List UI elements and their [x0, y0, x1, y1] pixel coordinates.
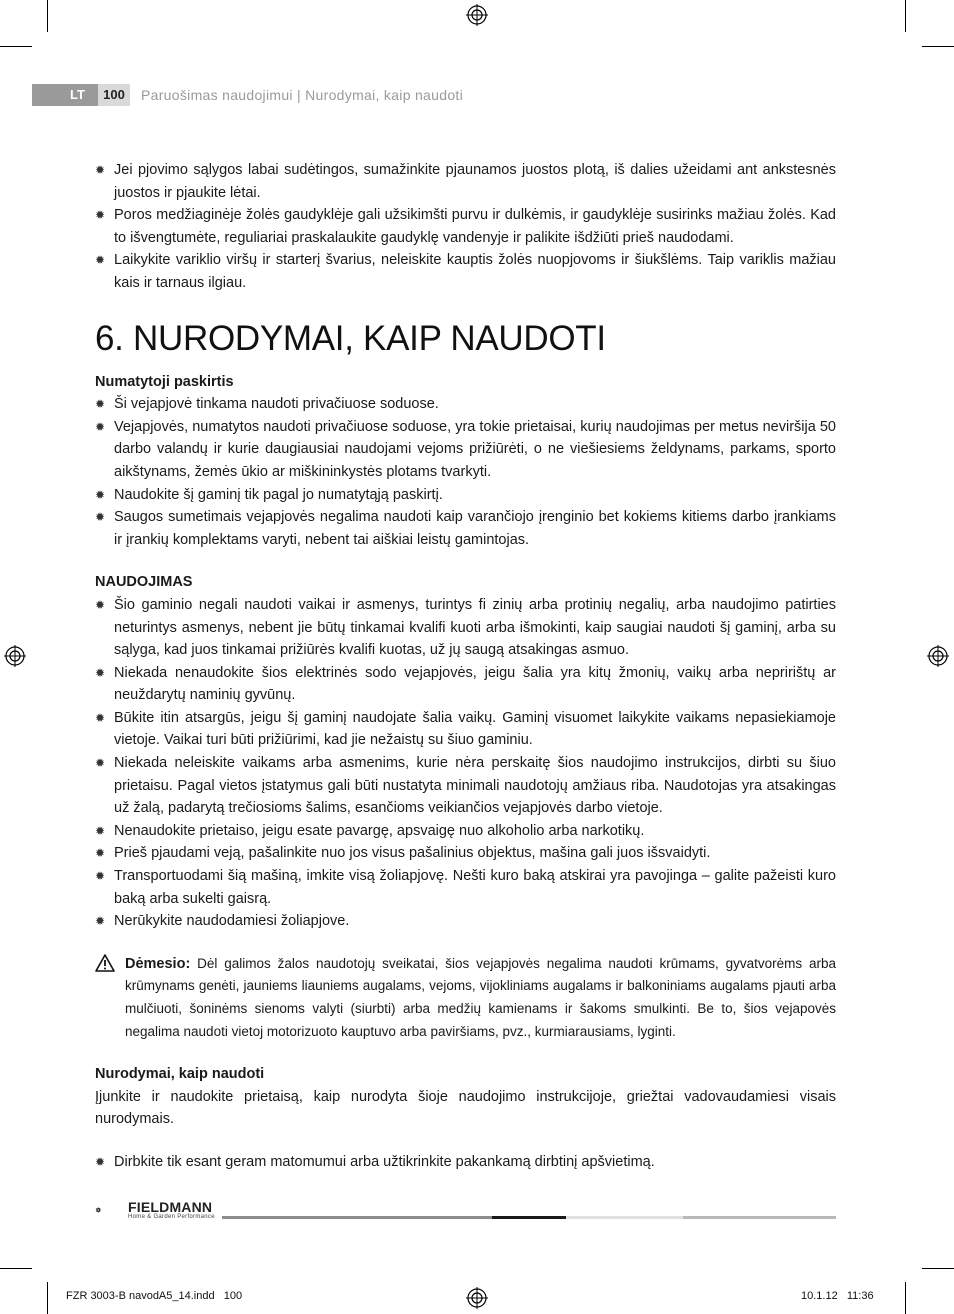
list-item: ✹ Šio gaminio negali naudoti vaikai ir asmenys, turintys fi zinių arba protinių negalių, arba naudojimo patirties neturintys asmenys, nebent jie būtų tinkamai kvalifi kuoti arba išmokinti, kaip saugiai naudoti šį gaminį, arba su sąlyga, kad juos tinkamai prižiūrės kvalifi kuotas, už jų saugą atsakingas asmuo.	[95, 594, 836, 662]
crop-mark	[0, 46, 32, 47]
warning-triangle-icon	[95, 954, 115, 972]
instructions-heading: Nurodymai, kaip naudoti	[95, 1066, 265, 1083]
crop-mark	[922, 1268, 954, 1269]
section-heading: 6. NURODYMAI, KAIP NAUDOTI	[95, 318, 606, 358]
list-item: ✹ Niekada nenaudokite šios elektrinės sodo vejapjovės, jeigu šalia yra kitų žmonių, vaikų arba nepririštų ar neuždarytų naminių gyvūnų.	[95, 662, 836, 707]
list-item: ✹ Vejapjovės, numatytos naudoti privačiuose soduose, yra tokie prietaisai, kurių naudojimas per metus neviršija 50 darbo valandų ir kurie daugiausiai naudojami vejoms prižiūrėti, o ne viešiesiems želdynams, parkams, sporto aikštynams, žemės ūkio ar miškininkystės plotams tvarkyti.	[95, 416, 836, 484]
registration-mark-icon	[466, 4, 488, 26]
page-content	[95, 159, 836, 1174]
list-item: ✹ Niekada neleiskite vaikams arba asmenims, kurie nėra perskaitę šios naudojimo instrukcijos, dirbti su šiuo prietaisu. Pagal vietos įstatymus gali būti nustatyta minimali naudotojų amžiaus riba. Naudotojas yra atsakingas už žalą, padarytą trečiosioms šalims, esančioms veikiančios vejapjovės darbo vietoje.	[95, 752, 836, 820]
list-item: ✹ Transportuodami šią mašiną, imkite visą žoliapjovę. Nešti kuro baką atskirai yra pavojinga – galite pažeisti kuro baką arba sukelti gaisrą.	[95, 865, 836, 910]
intended-use-list	[95, 393, 836, 551]
usage-heading: NAUDOJIMAS	[95, 574, 193, 591]
spacer	[95, 1043, 836, 1063]
footer-line	[492, 1216, 566, 1219]
list-item: ✹ Dirbkite tik esant geram matomumui arba užtikrinkite pakankamą dirbtinį apšvietimą.	[95, 1151, 836, 1174]
warning-label: Dėmesio:	[125, 955, 191, 972]
list-item: ✹ Saugos sumetimais vejapjovės negalima naudoti kaip varančiojo įrenginio bet kokiems kitiems darbo įrankiams ir įrankių komplektams varyti, nebent tai aiškiai leistų gamintojas.	[95, 506, 836, 551]
instructions-paragraph: Įjunkite ir naudokite prietaisą, kaip nurodyta šioje naudojimo instrukcijoje, griežtai vadovaudamiesi visais nurodymais.	[95, 1088, 836, 1128]
language-code: LT	[70, 87, 85, 102]
registration-mark-icon	[4, 645, 26, 667]
slug-datetime: 10.1.12 11:36	[801, 1290, 874, 1302]
footer-line	[683, 1216, 836, 1219]
footer-line	[566, 1216, 683, 1219]
page-number: 100	[98, 84, 130, 106]
logo-name: FIELDMANN	[128, 1199, 213, 1215]
intro-list	[95, 159, 836, 295]
crop-mark	[0, 1268, 32, 1269]
list-item: ✹ Nenaudokite prietaiso, jeigu esate pavargę, apsvaigę nuo alkoholio arba narkotikų.	[95, 820, 836, 843]
crop-mark	[47, 0, 48, 32]
warning-note	[95, 953, 836, 1043]
registration-mark-icon	[466, 1287, 488, 1309]
spacer	[95, 551, 836, 571]
list-item: ✹ Laikykite variklio viršų ir starterį švarius, neleiskite kauptis žolės nuopjovoms ir šiukšlėms. Taip variklis mažiau kais ir tarnaus ilgiau.	[95, 249, 836, 294]
usage-list	[95, 594, 836, 933]
slug-filename: FZR 3003-B navodA5_14.indd 100	[66, 1290, 243, 1302]
crop-mark	[905, 0, 906, 32]
registration-mark-icon	[927, 645, 949, 667]
list-item: ✹ Poros medžiaginėje žolės gaudyklėje gali užsikimšti purvu ir dulkėmis, ir gaudyklėje susirinks mažiau žolės. Kad to išvengtumėte, reguliariai praskalaukite gaudyklę vandenyje ir palikite išdžiūti prieš naudodami.	[95, 204, 836, 249]
spacer	[95, 933, 836, 953]
crop-mark	[47, 1282, 48, 1314]
list-item: ✹ Jei pjovimo sąlygos labai sudėtingos, sumažinkite pjaunamos juostos plotą, iš dalies užeidami ant ankstesnės juostos ir pjaukite lėtai.	[95, 159, 836, 204]
list-item: ✹ Prieš pjaudami veją, pašalinkite nuo jos visus pašalinius objektus, mašina gali juos išsvaidyti.	[95, 842, 836, 865]
list-item: ✹ Ši vejapjovė tinkama naudoti privačiuose soduose.	[95, 393, 836, 416]
list-item: ✹ Naudokite šį gaminį tik pagal jo numatytąją paskirtį.	[95, 484, 836, 507]
logo-tagline: Home & Garden Performance	[128, 1214, 215, 1220]
spacer	[95, 1131, 836, 1151]
header-bar	[32, 84, 98, 106]
fieldmann-logo-icon	[95, 1196, 125, 1224]
crop-mark	[922, 46, 954, 47]
footer-line	[222, 1216, 492, 1219]
crop-mark	[905, 1282, 906, 1314]
list-item: ✹ Nerūkykite naudodamiesi žoliapjove.	[95, 910, 836, 933]
intended-use-heading: Numatytoji paskirtis	[95, 373, 234, 390]
warning-text: Dėl galimos žalos naudotojų sveikatai, šios vejapjovės negalima naudoti krūmams, gyvatvorėms arba krūmynams genėti, jauniems liauniems augalams, vejoms, vijokliniams augalams ir balkoniniams augalams pjauti arba mulčiuoti, šoninėms sienoms valyti (siurbti) arba medžių kamienams ir šakoms smulkinti. Be to, šios vejapovės negalima naudoti vietoj motorizuoto kauptuvo arba paviršiams, pvz., kurmiarausiams, lyginti.	[125, 955, 836, 1039]
running-header-title: Paruošimas naudojimui | Nurodymai, kaip naudoti	[141, 87, 464, 103]
list-item: ✹ Būkite itin atsargūs, jeigu šį gaminį naudojate šalia vaikų. Gaminį visuomet laikykite vaikams nepasiekiamoje vietoje. Vaikai turi būti prižiūrimi, kad jie nežaistų su šiuo gaminiu.	[95, 707, 836, 752]
